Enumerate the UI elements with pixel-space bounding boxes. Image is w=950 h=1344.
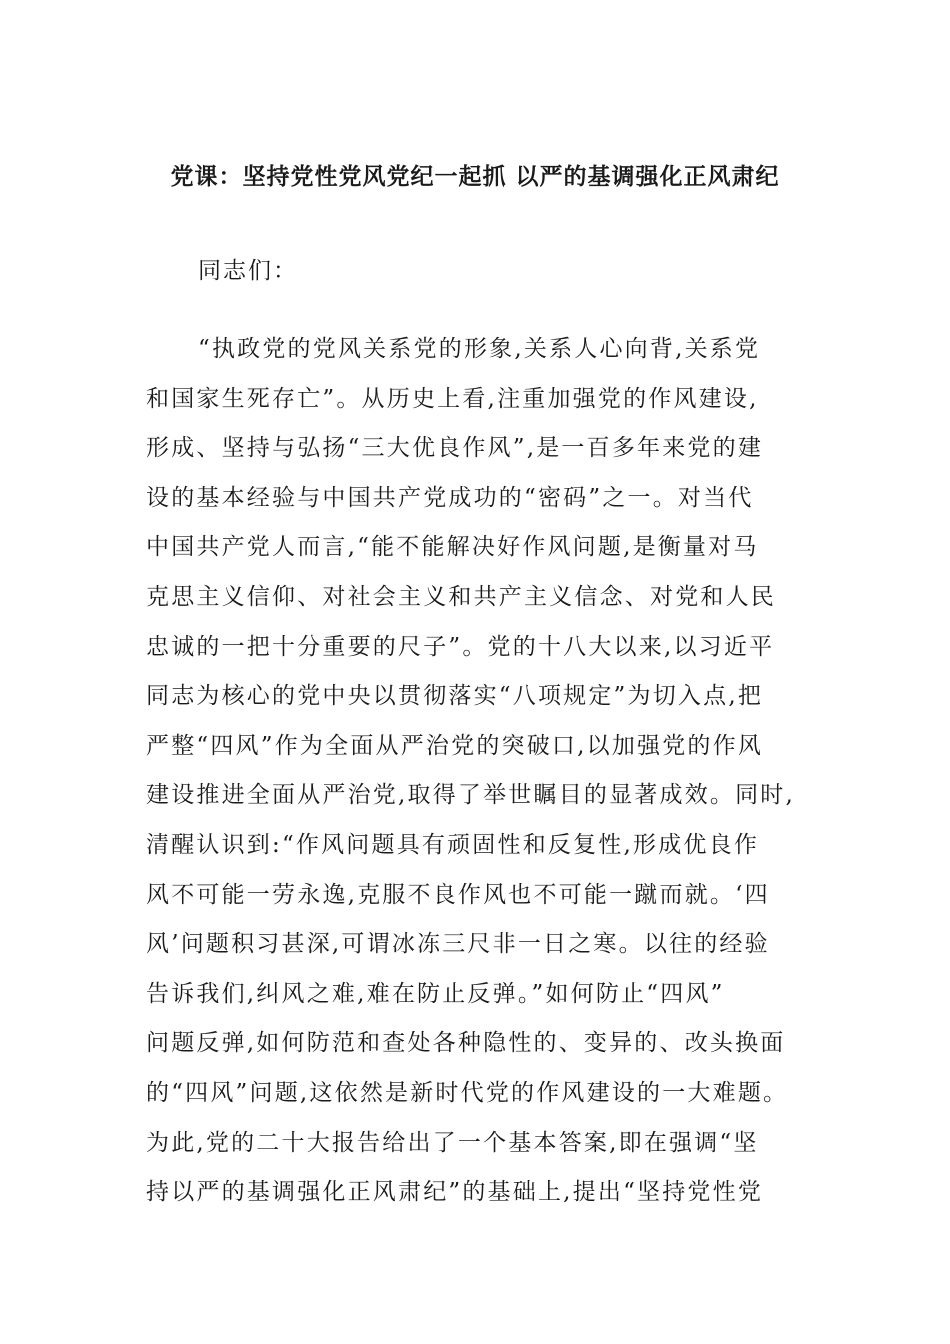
text-line: 为此,党的二十大报告给出了一个基本答案,即在强调“坚 [146,1129,759,1156]
document-title: 党课：坚持党性党风党纪一起抓 以严的基调强化正风肃纪 [170,164,780,190]
text-line: 同志为核心的党中央以贯彻落实“八项规定”为切入点,把 [146,683,764,710]
text-line: 形成、坚持与弘扬“三大优良作风”,是一百多年来党的建 [146,435,764,462]
text-line: 风’问题积习甚深,可谓冰冻三尺非一日之寒。以往的经验 [146,931,770,958]
text-line: “执政党的党风关系党的形象,关系人心向背,关系党 [198,336,761,362]
salutation: 同志们： [198,258,298,284]
text-line: 建设推进全面从严治党,取得了举世瞩目的显著成效。同时, [146,782,796,809]
body-paragraph [146,325,826,1218]
text-line: 忠诚的一把十分重要的尺子”。党的十八大以来,以习近平 [146,633,775,660]
text-line: 告诉我们,纠风之难,难在防止反弹。”如何防止“四风” [146,980,725,1007]
text-line: 克思主义信仰、对社会主义和共产主义信念、对党和人民 [146,583,776,610]
text-line: 问题反弹,如何防范和查处各种隐性的、变异的、改头换面 [146,1030,786,1057]
text-line: 中国共产党人而言,“能不能解决好作风问题,是衡量对马 [146,534,759,561]
text-line: 严整“四风”作为全面从严治党的突破口,以加强党的作风 [146,732,764,759]
text-line: 的“四风”问题,这依然是新时代党的作风建设的一大难题。 [146,1079,789,1106]
text-line: 风不可能一劳永逸,克服不良作风也不可能一蹴而就。‘四 [146,881,770,908]
text-line: 持以严的基调强化正风肃纪”的基础上,提出“坚持党性党 [146,1179,764,1206]
text-line: 清醒认识到:“作风问题具有顽固性和反复性,形成优良作 [146,831,760,858]
text-line: 设的基本经验与中国共产党成功的“密码”之一。对当代 [146,484,754,511]
text-line: 和国家生死存亡”。从历史上看,注重加强党的作风建设, [146,385,759,412]
